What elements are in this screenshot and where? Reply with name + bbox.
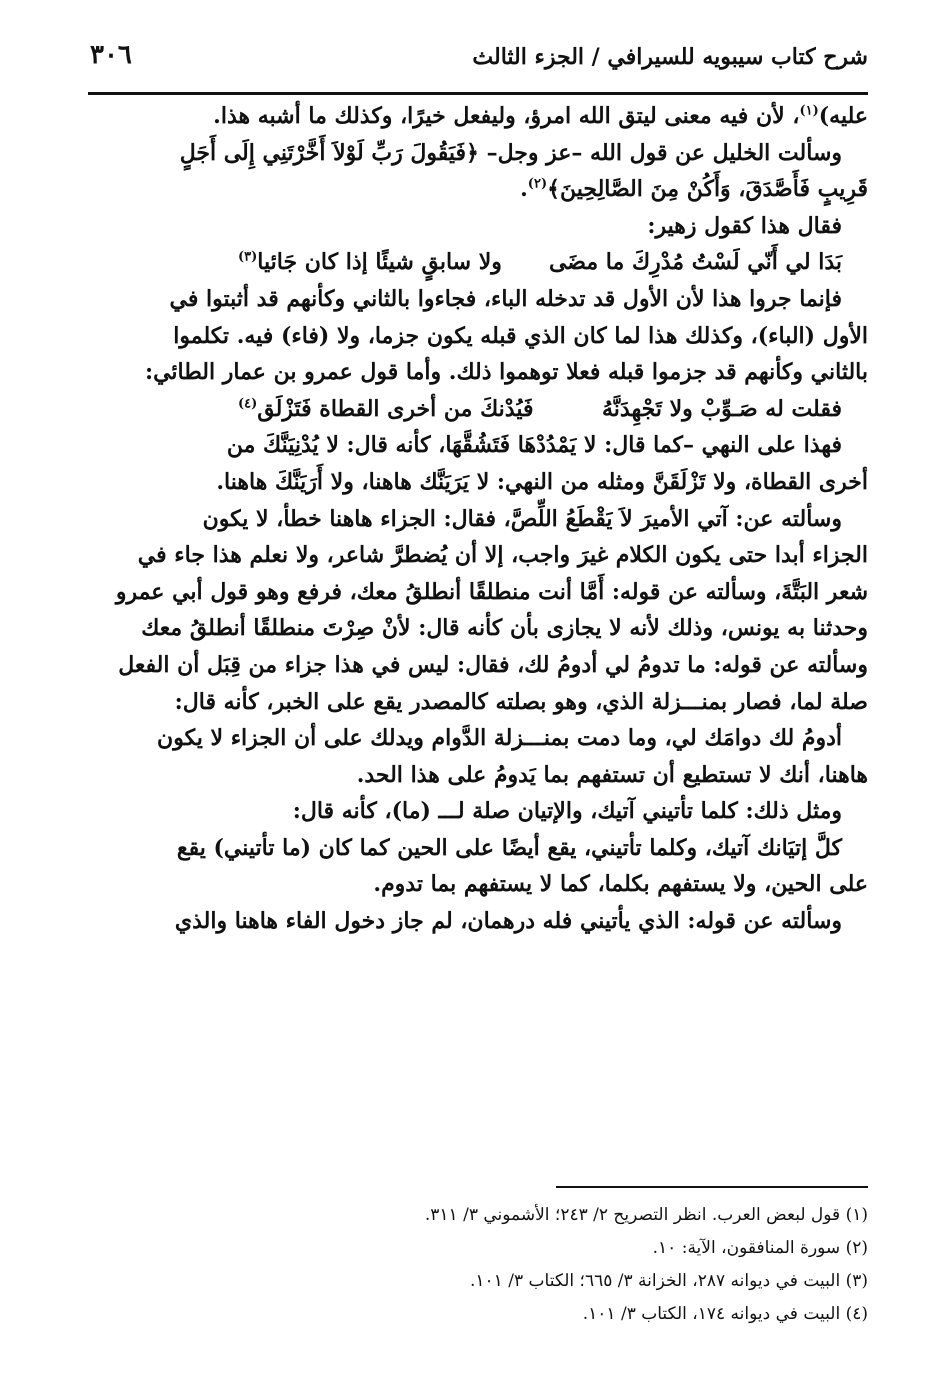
text-line: صلة لما، فصار بمنـــزلة الذي، وهو بصلته كالمصدر يقع على الخبر، كأنه قال: bbox=[174, 688, 868, 715]
footnote-divider bbox=[556, 1186, 868, 1188]
footnote: (١) قول لبعض العرب. انظر التصريح ٢/ ٢٤٣؛ الأشموني ٣/ ٣١١. bbox=[424, 1205, 868, 1225]
footnote: (٤) البيت في ديوانه ١٧٤، الكتاب ٣/ ١٠١. bbox=[582, 1304, 868, 1324]
text-line: شعر البَتَّةَ، وسألته عن قوله: أَمَّا أنت منطلقًا أنطلقُ معك، فرفع وهو قول أبي عمرو bbox=[115, 578, 868, 605]
footnote-ref: (٤) bbox=[238, 396, 258, 412]
text-line: وسألته عن قوله: ما تدومُ لي أدومُ لك، فقال: ليس في هذا جزاء من قِبَل أن الفعل bbox=[118, 651, 868, 678]
verse-second-hemistich: ولا سابقٍ شيئًا إذا كان جَائيا$^{(٣)}$ bbox=[238, 249, 502, 276]
running-title: شرح كتاب سيبويه للسيرافي / الجزء الثالث bbox=[472, 44, 868, 70]
footnote: (٣) البيت في ديوانه ٢٨٧، الخزانة ٣/ ٦٦٥؛ الكتاب ٣/ ١٠١. bbox=[470, 1271, 868, 1291]
verse-first-hemistich: فقلت له صَـوِّبْ ولا تَجْهِدَنَّهُ bbox=[602, 395, 842, 422]
footnote: (٢) سورة المنافقون، الآية: ١٠. bbox=[652, 1238, 868, 1258]
text-line: قَرِيبٍ فَأَصَّدَقَ، وَأَكُنْ مِنَ الصَّالِحِينَ﴾$^{(٢)}$. bbox=[520, 176, 868, 203]
footnote-ref: (٣) bbox=[238, 250, 258, 266]
text-line: وحدثنا به يونس، وذلك لأنه لا يجازى بأن كأنه قال: لأنْ صِرْتَ منطلقًا أنطلقُ معك bbox=[141, 615, 868, 642]
text-line: الأول (الباء)، وكذلك هذا لما كان الذي قبله يكون جزما، ولا (فاء) فيه. تكلموا bbox=[173, 322, 868, 349]
footnotes bbox=[88, 1199, 868, 1331]
text-line: ومثل ذلك: كلما تأتيني آتيك، والإتيان صلة لـــ (ما)، كأنه قال: bbox=[292, 798, 842, 825]
text-line: وسألته عن قوله: الذي يأتيني فله درهمان، لم جاز دخول الفاء هاهنا والذي bbox=[174, 908, 842, 935]
text-line: الجزاء أبدا حتى يكون الكلام غيرَ واجب، إلا أن يُضطرَّ شاعر، ولا نعلم هذا جاء في bbox=[137, 542, 868, 569]
text-line: فإنما جروا هذا لأن الأول قد تدخله الباء، فجاءوا بالثاني وكأنهم قد أثبتوا في bbox=[169, 285, 842, 312]
main-text bbox=[88, 98, 868, 940]
text-line: فقال هذا كقول زهير: bbox=[647, 212, 842, 239]
poetry-verse bbox=[88, 391, 868, 428]
verse-second-hemistich: فَيُدْنكَ من أخرى القطاة فَتَزْلَق$^{(٤)}$ bbox=[238, 395, 534, 422]
text-line: وسألته عن: آتي الأميرَ لاَ يَقْطَعُ اللِّصَّ، فقال: الجزاء هاهنا خطأ، لا يكون bbox=[202, 505, 842, 532]
text-line: بالثاني وكأنهم قد جزموا قبله فعلا توهموا ذلك. وأما قول عمرو بن عمار الطائي: bbox=[144, 359, 868, 386]
text-line: عليه)$^{(١)}$، لأن فيه معنى ليتق الله امرؤ، وليفعل خيرًا، وكذلك ما أشبه هذا. bbox=[213, 103, 868, 129]
page-header bbox=[88, 36, 868, 84]
text-line: أدومُ لك دوامَك لي، وما دمت بمنـــزلة الدَّوام ويدلك على أن الجزاء لا يكون bbox=[157, 725, 842, 752]
text-line: هاهنا، أنك لا تستطيع أن تستفهم بما يَدومُ على هذا الحد. bbox=[356, 761, 868, 788]
text-line: على الحين، ولا يستفهم بكلما، كما لا يستفهم بما تدوم. bbox=[373, 871, 868, 898]
text-line: وسألت الخليل عن قول الله –عز وجل– ﴿فَيَقُولَ رَبِّ لَوْلاَ أَخَّرْتَنِي إِلَى أَجَلٍ bbox=[179, 139, 842, 166]
verse-first-hemistich: بَدَا لي أَنّي لَسْتُ مُدْرِكَ ما مضَى bbox=[548, 249, 842, 276]
footnote-ref: (١) bbox=[799, 103, 819, 119]
page-number: ٣٠٦ bbox=[90, 40, 132, 70]
text-line: فهذا على النهي –كما قال: لا يَمْدُدْهَا فَتَشُقَّهَا، كأنه قال: لا يُدْنِيَنَّكَ من bbox=[226, 432, 842, 459]
poetry-verse bbox=[88, 244, 868, 281]
book-page bbox=[88, 36, 868, 1356]
text-line: أخرى القطاة، ولا تَزْلَقَنَّ ومثله من النهي: لا يَرَيَنَّك هاهنا، ولا أَرَيَنَّكَ هاهنا. bbox=[216, 468, 868, 495]
header-divider bbox=[88, 92, 868, 95]
footnote-ref: (٢) bbox=[527, 176, 548, 192]
text-line: كلَّ إتيَانك آتيك، وكلما تأتيني، يقع أيضًا على الحين كما كان (ما تأتيني) يقع bbox=[176, 834, 842, 861]
